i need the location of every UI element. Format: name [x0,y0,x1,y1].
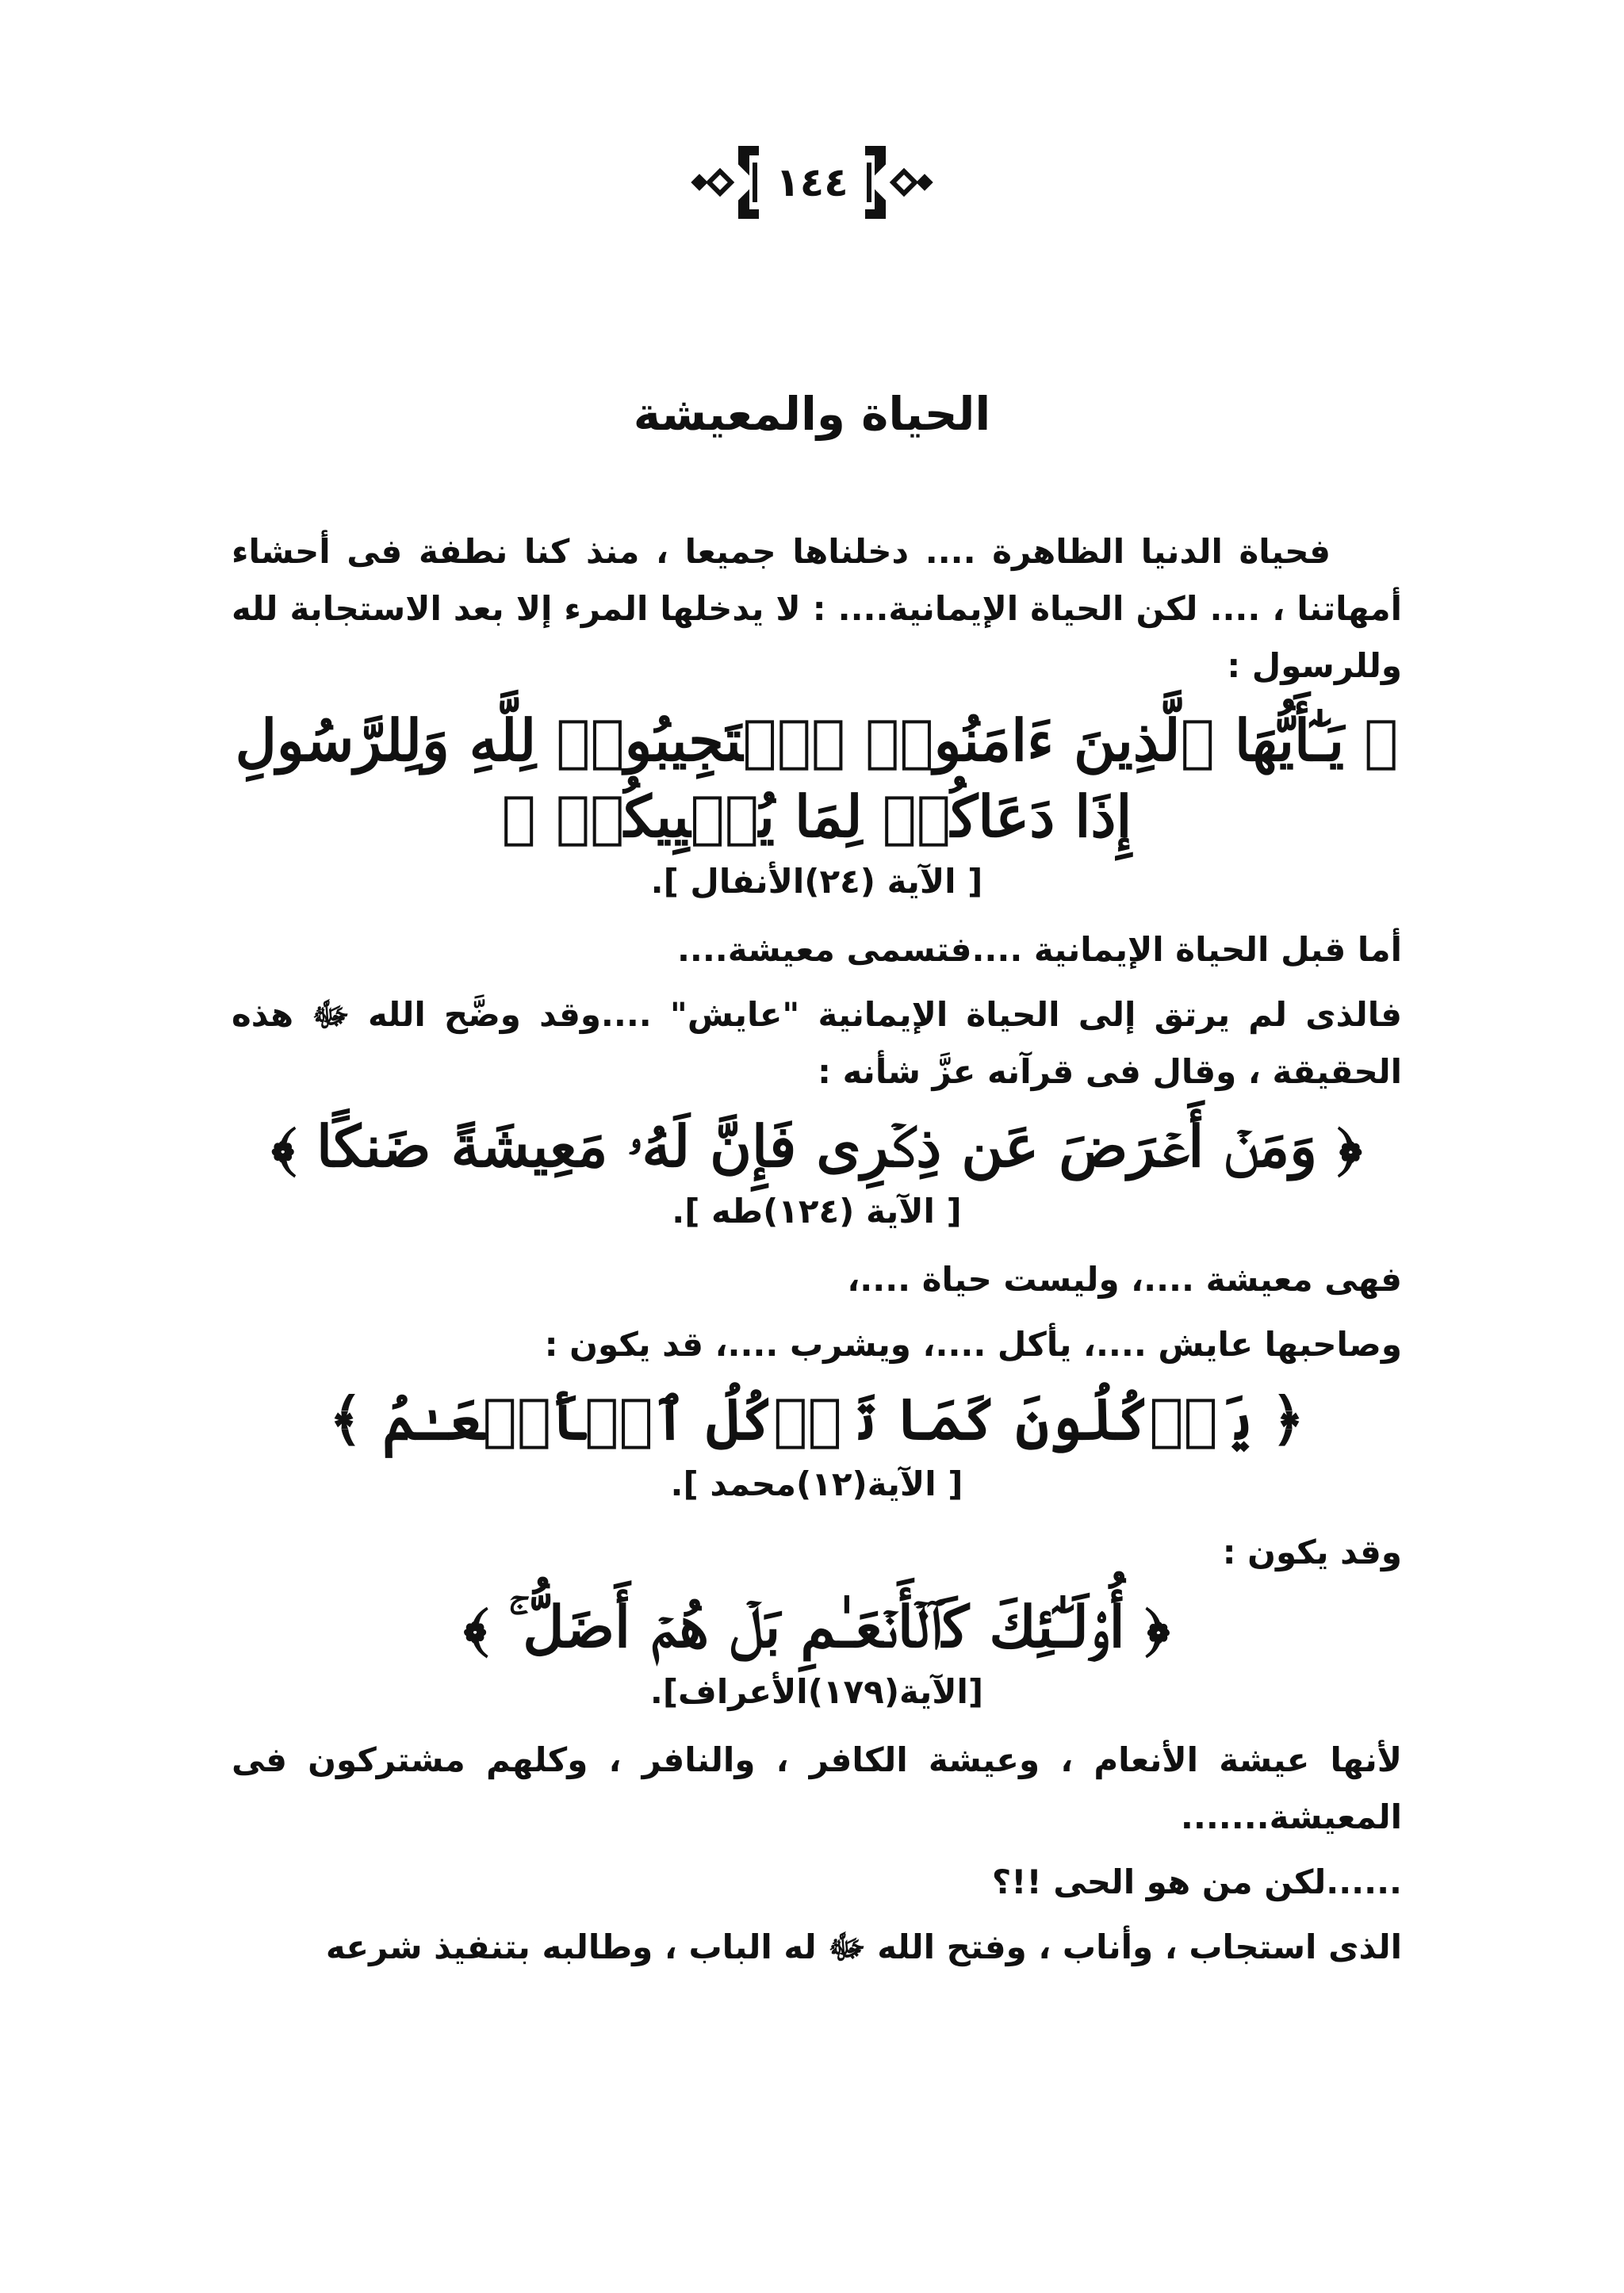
paragraph: فالذى لم يرتق إلى الحياة الإيمانية "عايش" ....وقد وضَّح الله ﷻ هذه الحقيقة ، وقال فى قرآنه عزَّ شأنه : [232,995,1402,1091]
page-title: الحياة والمعيشة [633,387,991,441]
diamond-ornament-icon [691,174,707,190]
verse-reference: [ الآية (١٢٤)طه ]. [672,1192,962,1231]
paragraph: أما قبل الحياة الإيمانية ....فتسمى معيشة.... [676,930,1402,969]
quran-verse: ﴿ وَمَنۡ أَعۡرَضَ عَن ذِكۡرِى فَإِنَّ لَهُۥ مَعِيشَةً ضَنكًا ﴾ [271,1112,1362,1180]
paragraph: فحياة الدنيا الظاهرة .... دخلناها جميعا ، منذ كنا نطفة فى أحشاء أمهاتنا ، .... لكن الحياة الإيمانية.... : لا يدخلها المرء إلا بعد الاستجابة لله وللرسول : [232,532,1402,685]
quran-verse: ﴿ يَأۡكُلُونَ كَمَا تَأۡكُلُ ٱلۡأَنۡعَـٰمُ ﴾ [328,1385,1305,1453]
verse-reference: [ الآية (٢٤)الأنفال ]. [650,862,983,901]
diamond-ornament-icon [917,174,933,190]
body-text [232,523,1402,1984]
diamond-ornament-icon [709,171,731,193]
diamond-ornament-icon [893,171,915,193]
paragraph: فهى معيشة ....، وليست حياة ....، [847,1260,1402,1299]
paragraph: وصاحبها عايش ....، يأكل ....، ويشرب ....، قد يكون : [544,1325,1402,1364]
paragraph: ......لكن من هو الحى !!؟ [991,1862,1402,1901]
quran-verse: ﴿ يَـٰٓأَيُّهَا ٱلَّذِينَ ءَامَنُوا۟ ٱسۡتَجِيبُوا۟ لِلَّهِ وَلِلرَّسُولِ إِذَا دَعَاكُمۡ لِمَا يُحۡيِيكُمۡ ﴾ [235,706,1399,850]
paragraph: لأنها عيشة الأنعام ، وعيشة الكافر ، والنافر ، وكلهم مشتركون فى المعيشة....... [232,1740,1402,1836]
page-number-ornament [685,123,939,242]
verse-reference: [ الآية(١٢)محمد ]. [670,1464,963,1503]
page-number: ١٤٤ [776,159,848,205]
quran-verse: ﴿ أُو۟لَـٰٓئِكَ كَٱلۡأَنۡعَـٰمِ بَلۡ هُمۡ أَضَلُّ ۚ ﴾ [463,1593,1170,1660]
paragraph: وقد يكون : [1222,1533,1402,1571]
paragraph: الذى استجاب ، وأناب ، وفتح الله ﷻ له الباب ، وطالبه بتنفيذ شرعه [325,1927,1402,1966]
page-header [0,119,1624,246]
verse-reference: [الآية(١٧٩)الأعراف]. [649,1672,984,1711]
